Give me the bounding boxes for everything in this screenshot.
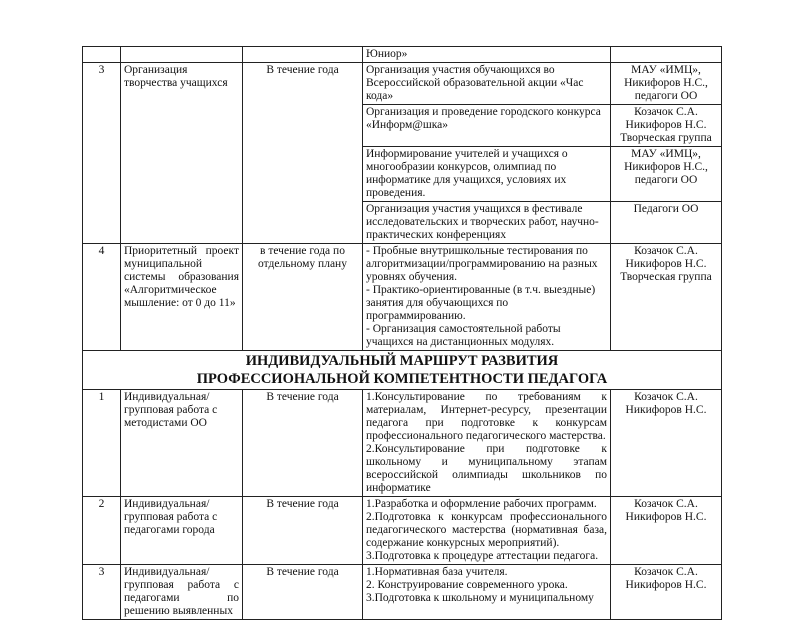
row-topic [121,47,243,63]
row-topic: Индивидуальная/групповая работа с методистами ОО [121,390,243,497]
row-period [243,47,363,63]
row-responsible: МАУ «ИМЦ», Никифоров Н.С., педагоги ОО [611,147,722,202]
section-heading: ИНДИВИДУАЛЬНЫЙ МАРШРУТ РАЗВИТИЯ ПРОФЕССИОНАЛЬНОЙ КОМПЕТЕНТНОСТИ ПЕДАГОГА [83,351,722,390]
row-responsible: Козачок С.А. Никифоров Н.С. [611,497,722,565]
table-row [83,390,722,497]
row-period: В течение года [243,63,363,244]
row-activity: 1.Консультирование по требованиям к материалам, Интернет-ресурсу, презентации педагога при подготовке к конкурсам профессионального педагогического мастерства. 2.Консультирование при подготовке к школьному и муниципальному этапам всероссийской олимпиады школьников по информатике [363,390,611,497]
row-number: 4 [83,244,121,351]
row-responsible: Педагоги ОО [611,202,722,244]
row-responsible: Козачок С.А. Никифоров Н.С. Творческая группа [611,244,722,351]
row-activity: 1.Разработка и оформление рабочих программ. 2.Подготовка к конкурсам профессионального педагогического мастерства (нормативная база, содержание конкурсных мероприятий). 3.Подготовка к процедуре аттестации педагога. [363,497,611,565]
table-row [83,565,722,620]
row-topic: Приоритетный проект муниципальной системы образования «Алгоритмическое мышление: от 0 до 11» [121,244,243,351]
row-activity: - Пробные внутришкольные тестирования по алгоритмизации/программированию на разных уровнях обучения. - Практико-ориентированные (в т.ч. выездные) занятия для обучающихся по программированию. - Организация самостоятельной работы учащихся на дистанционных модулях. [363,244,611,351]
row-number: 3 [83,565,121,620]
row-topic: Индивидуальная/групповая работа с педагогами по решению выявленных [121,565,243,620]
table-row [83,47,722,63]
row-activity: Юниор» [363,47,611,63]
row-period: В течение года [243,497,363,565]
row-period: В течение года [243,565,363,620]
row-responsible: МАУ «ИМЦ», Никифоров Н.С., педагоги ОО [611,63,722,105]
row-number: 3 [83,63,121,244]
row-responsible [611,47,722,63]
row-activity: 1.Нормативная база учителя. 2. Конструирование современного урока. 3.Подготовка к школьному и муниципальному [363,565,611,620]
row-number [83,47,121,63]
row-topic: Индивидуальная/групповая работа с педагогами города [121,497,243,565]
row-responsible: Козачок С.А. Никифоров Н.С. Творческая группа [611,105,722,147]
row-number: 2 [83,497,121,565]
table-row [83,244,722,351]
row-activity: Информирование учителей и учащихся о многообразии конкурсов, олимпиад по информатике для учащихся, условиях их проведения. [363,147,611,202]
table-row [83,497,722,565]
section-heading-row [83,351,722,390]
row-topic: Организация творчества учащихся [121,63,243,244]
row-responsible: Козачок С.А. Никифоров Н.С. [611,565,722,620]
row-period: В течение года [243,390,363,497]
table-row [83,63,722,105]
row-period: в течение года по отдельному плану [243,244,363,351]
row-responsible: Козачок С.А. Никифоров Н.С. [611,390,722,497]
row-number: 1 [83,390,121,497]
row-activity: Организация участия учащихся в фестивале исследовательских и творческих работ, научно-практических конференциях [363,202,611,244]
row-activity: Организация участия обучающихся во Всероссийской образовательной акции «Час кода» [363,63,611,105]
row-activity: Организация и проведение городского конкурса «Информ@шка» [363,105,611,147]
plan-table [82,46,722,620]
